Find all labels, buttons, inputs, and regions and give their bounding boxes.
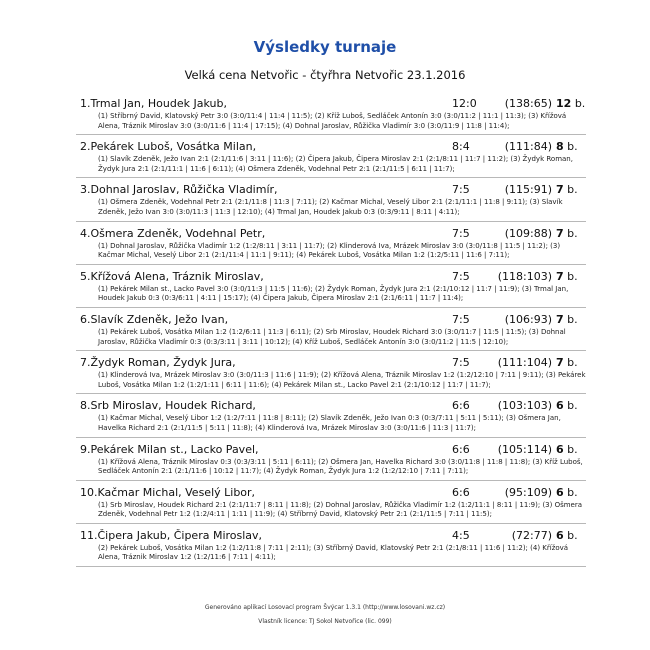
match-score: 7:5 xyxy=(452,226,470,240)
points-value: 7 xyxy=(556,183,564,197)
points-unit: b. xyxy=(567,528,578,542)
total-points xyxy=(556,356,578,370)
match-details: (1) Stříbrný David, Klatovský Petr 3:0 (3:0/11:4 | 11:4 | 11:5); (2) Kříž Luboš, Sedláček Antonín 3:0 (3:0/11:2 | 11:1 | 11:3); (3) Křížová Alena, Tráznik Miroslav 3:0 (3:0/11:6 | 11:4 | 17:15); (4) Dohnal Jaroslav, Růžička Vladimír 3:0 (3:0/11:9 | 11:8 | 11:4); xyxy=(98,112,567,130)
points-unit: b. xyxy=(567,442,578,456)
points-unit: b. xyxy=(567,312,578,326)
pair-name: 6.Slavík Zdeněk, Ježo Ivan, xyxy=(80,312,229,326)
match-score: 12:0 xyxy=(452,97,477,110)
total-points xyxy=(556,313,578,327)
total-points xyxy=(556,183,578,197)
entry-header xyxy=(76,443,586,457)
result-entry xyxy=(76,351,586,394)
result-entry xyxy=(76,394,586,437)
pair-name: 1.Trmal Jan, Houdek Jakub, xyxy=(80,97,227,110)
total-points xyxy=(556,529,578,543)
points-value: 6 xyxy=(556,442,564,456)
points-ratio: (103:103) xyxy=(497,399,552,413)
total-points xyxy=(556,270,578,284)
points-ratio: (138:65) xyxy=(504,97,552,110)
points-ratio: (111:104) xyxy=(497,356,552,370)
points-unit: b. xyxy=(567,356,578,370)
entry-header xyxy=(76,356,586,370)
points-value: 6 xyxy=(556,528,564,542)
points-value: 12 xyxy=(556,97,572,110)
points-ratio: (109:88) xyxy=(504,226,552,240)
points-value: 8 xyxy=(556,140,564,154)
entry-header xyxy=(76,486,586,500)
match-details: (1) Ošmera Zdeněk, Vodehnal Petr 2:1 (2:1/11:8 | 11:3 | 7:11); (2) Kačmar Michal, Veselý Libor 2:1 (2:1/11:1 | 11:8 | 9:11); (3) Slavík Zdeněk, Ježo Ivan 3:0 (3:0/11:3 | 11:3 | 12:10); (4) Trmal Jan, Houdek Jakub 0:3 (0:3/9:11 | 8:11 | 4:11); xyxy=(98,198,563,216)
result-entry xyxy=(76,222,586,265)
match-score: 6:6 xyxy=(452,485,470,499)
match-details: (1) Pekárek Luboš, Vosátka Milan 1:2 (1:2/6:11 | 11:3 | 6:11); (2) Srb Miroslav, Houdek Richard 3:0 (3:0/11:7 | 11:5 | 11:5); (3) Dohnal Jaroslav, Růžička Vladimír 0:3 (0:3/3:11 | 3:11 | 10:12); (4) Kříž Luboš, Sedláček Antonín 3:0 (3:0/11:2 | 11:5 | 12:10); xyxy=(98,327,566,346)
points-ratio: (115:91) xyxy=(504,183,552,197)
result-entry xyxy=(76,308,586,351)
pair-name: 7.Žydyk Roman, Žydyk Jura, xyxy=(80,356,236,370)
match-details: (1) Kačmar Michal, Veselý Libor 1:2 (1:2/7:11 | 11:8 | 8:11); (2) Slavík Zdeněk, Ježo Ivan 0:3 (0:3/7:11 | 5:11 | 5:11); (3) Ošmera Jan, Havelka Richard 2:1 (2:1/11:5 | 5:11 | 11:8); (4) Klinderová Iva, Mrázek Miroslav 3:0 (3:0/11:6 | 11:3 | 11:7); xyxy=(98,414,561,432)
result-entry xyxy=(76,481,586,524)
points-unit: b. xyxy=(567,269,578,283)
points-value: 7 xyxy=(556,312,564,326)
match-score: 6:6 xyxy=(452,442,470,456)
points-value: 7 xyxy=(556,226,564,240)
entry-header xyxy=(76,313,586,327)
points-ratio: (111:84) xyxy=(504,140,552,154)
points-unit: b. xyxy=(574,97,586,110)
points-value: 6 xyxy=(556,485,564,499)
points-unit: b. xyxy=(567,226,578,240)
points-ratio: (72:77) xyxy=(511,528,552,542)
match-score: 4:5 xyxy=(452,528,470,542)
points-value: 6 xyxy=(556,399,564,413)
match-details: (2) Pekárek Luboš, Vosátka Milan 1:2 (1:2/11:8 | 7:11 | 2:11); (3) Stříbrný David, Klatovský Petr 2:1 (2:1/8:11 | 11:6 | 11:2); (4) Křížová Alena, Tráznik Miroslav 1:2 (1:2/11:6 | 7:11 | 4:11); xyxy=(98,543,569,562)
total-points xyxy=(556,97,585,111)
pair-name: 11.Čipera Jakub, Čipera Miroslav, xyxy=(80,528,263,542)
match-score: 8:4 xyxy=(452,140,470,154)
total-points xyxy=(556,227,578,241)
match-score: 7:5 xyxy=(452,356,470,370)
result-entry xyxy=(76,265,586,308)
match-score: 7:5 xyxy=(452,183,470,197)
total-points xyxy=(556,399,578,413)
result-entry xyxy=(76,92,586,135)
pair-name: 2.Pekárek Luboš, Vosátka Milan, xyxy=(80,140,257,154)
entry-header xyxy=(76,529,586,543)
entry-header xyxy=(76,270,586,284)
points-unit: b. xyxy=(567,140,578,154)
match-score: 6:6 xyxy=(452,399,470,413)
pair-name: 10.Kačmar Michal, Veselý Libor, xyxy=(80,485,256,499)
page-title: Výsledky turnaje xyxy=(253,38,397,56)
result-entry xyxy=(76,438,586,481)
tournament-subtitle: Velká cena Netvořic - čtyřhra Netvořic 23.1.2016 xyxy=(184,68,466,82)
entry-header xyxy=(76,140,586,154)
match-details: (1) Křížová Alena, Tráznik Miroslav 0:3 (0:3/3:11 | 5:11 | 6:11); (2) Ošmera Jan, Havelka Richard 3:0 (3:0/11:8 | 11:8 | 11:8); (3) Kříž Luboš, Sedláček Antonín 2:1 (2:1/11:6 | 10:12 | 11:7); (4) Žydyk Roman, Žydyk Jura 1:2 (1:2/12:10 | 7:11 | 7:11); xyxy=(98,457,583,476)
points-unit: b. xyxy=(567,485,578,499)
points-ratio: (118:103) xyxy=(497,269,552,283)
match-details: (1) Srb Miroslav, Houdek Richard 2:1 (2:1/11:7 | 8:11 | 11:8); (2) Dohnal Jaroslav, Růžička Vladimír 1:2 (1:2/11:1 | 8:11 | 11:9); (3) Ošmera Zdeněk, Vodehnal Petr 1:2 (1:2/4:11 | 1:11 | 11:9); (4) Stříbrný David, Klatovský Petr 2:1 (2:1/11:5 | 7:11 | 11:5); xyxy=(98,500,583,519)
result-entry xyxy=(76,524,586,567)
pair-name: 8.Srb Miroslav, Houdek Richard, xyxy=(80,399,256,413)
entry-header xyxy=(76,227,586,241)
points-unit: b. xyxy=(567,183,578,197)
points-unit: b. xyxy=(567,399,578,413)
entry-header xyxy=(76,399,586,413)
match-score: 7:5 xyxy=(452,312,470,326)
pair-name: 5.Křížová Alena, Tráznik Miroslav, xyxy=(80,269,264,283)
points-value: 7 xyxy=(556,269,564,283)
pair-name: 9.Pekárek Milan st., Lacko Pavel, xyxy=(80,442,259,456)
pair-name: 4.Ošmera Zdeněk, Vodehnal Petr, xyxy=(80,226,266,240)
total-points xyxy=(556,443,578,457)
points-ratio: (105:114) xyxy=(497,442,552,456)
match-details: (1) Dohnal Jaroslav, Růžička Vladimír 1:2 (1:2/8:11 | 3:11 | 11:7); (2) Klinderová Iva, Mrázek Miroslav 3:0 (3:0/11:8 | 11:5 | 11:2); (3) Kačmar Michal, Veselý Libor 2:1 (2:1/11:4 | 11:1 | 9:11); (4) Pekárek Luboš, Vosátka Milan 1:2 (1:2/5:11 | 11:6 | 7:11); xyxy=(98,241,561,260)
result-entry xyxy=(76,135,586,178)
points-ratio: (95:109) xyxy=(504,485,552,499)
total-points xyxy=(556,140,578,154)
points-ratio: (106:93) xyxy=(504,312,552,326)
footer-license: Vlastník licence: TJ Sokol Netvořice (lic. 099) xyxy=(258,618,392,625)
pair-name: 3.Dohnal Jaroslav, Růžička Vladimír, xyxy=(80,183,278,197)
points-value: 7 xyxy=(556,356,564,370)
entry-header xyxy=(76,183,586,197)
results-list xyxy=(76,92,586,567)
entry-header xyxy=(76,97,586,111)
match-details: (1) Klinderová Iva, Mrázek Miroslav 3:0 (3:0/11:3 | 11:6 | 11:9); (2) Křížová Alena, Tráznik Miroslav 1:2 (1:2/12:10 | 7:11 | 9:11); (3) Pekárek Luboš, Vosátka Milan 1:2 (1:2/1:11 | 6:11 | 11:6); (4) Pekárek Milan st., Lacko Pavel 2:1 (2:1/10:12 | 11:7 | 11:7); xyxy=(98,371,586,389)
match-details: (1) Pekárek Milan st., Lacko Pavel 3:0 (3:0/11:3 | 11:5 | 11:6); (2) Žydyk Roman, Žydyk Jura 2:1 (2:1/10:12 | 11:7 | 11:9); (3) Trmal Jan, Houdek Jakub 0:3 (0:3/6:11 | 4:11 | 15:17); (4) Čipera Jakub, Čipera Miroslav 2:1 (2:1/6:11 | 11:7 | 11:4); xyxy=(98,284,569,303)
result-entry xyxy=(76,178,586,221)
match-details: (1) Slavík Zdeněk, Ježo Ivan 2:1 (2:1/11:6 | 3:11 | 11:6); (2) Čipera Jakub, Čipera Miroslav 2:1 (2:1/8:11 | 11:7 | 11:2); (3) Žydyk Roman, Žydyk Jura 2:1 (2:1/11:1 | 11:6 | 6:11); (4) Ošmera Zdeněk, Vodehnal Petr 2:1 (2:1/11:5 | 6:11 | 11:7); xyxy=(98,155,573,173)
total-points xyxy=(556,486,578,500)
match-score: 7:5 xyxy=(452,269,470,283)
footer-generator: Generováno aplikací Losovací program Švýcar 1.3.1 (http://www.losovani.wz.cz) xyxy=(204,604,446,611)
